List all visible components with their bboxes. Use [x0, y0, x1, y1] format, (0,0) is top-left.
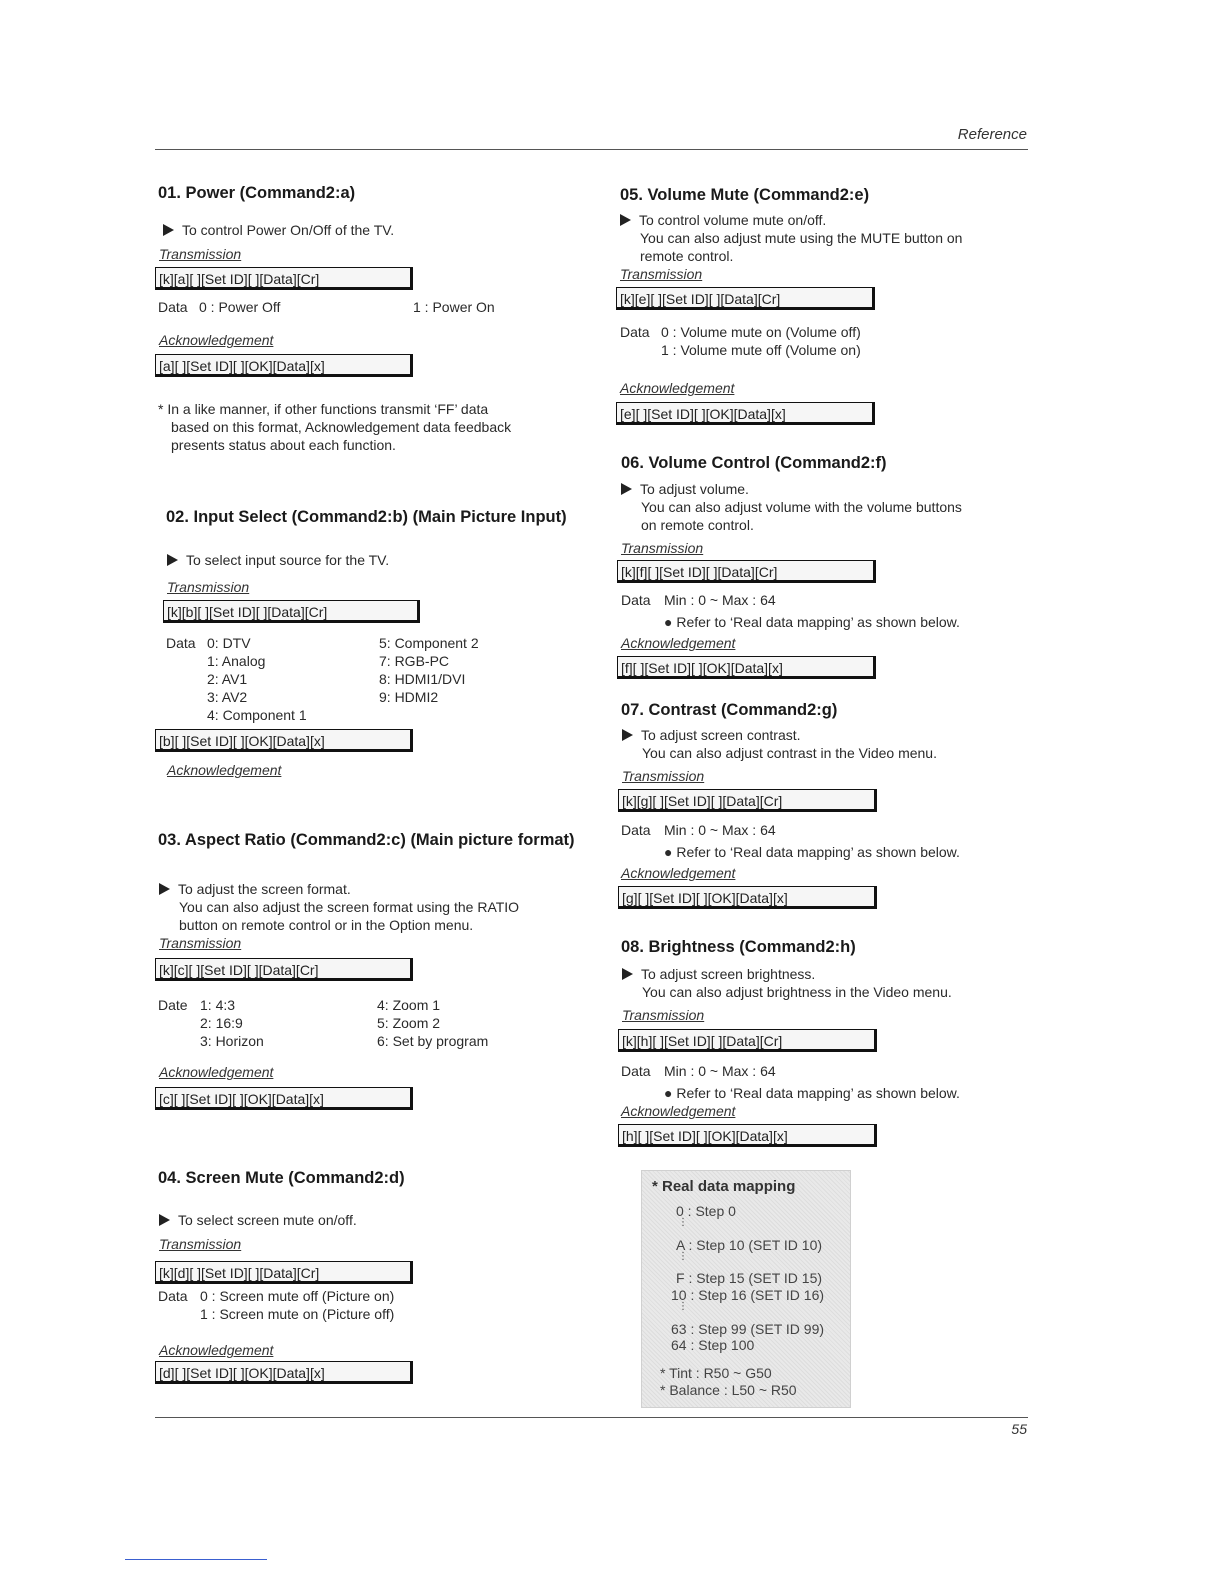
section-01-transmission-box: [k][a][ ][Set ID][ ][Data][Cr]: [155, 267, 413, 290]
section-06-desc-2: You can also adjust volume with the volume buttons: [641, 499, 962, 515]
section-07-transmission-box: [k][g][ ][Set ID][ ][Data][Cr]: [618, 789, 877, 812]
section-07-desc-1: To adjust screen contrast.: [622, 726, 801, 744]
section-05-ack-label: Acknowledgement: [620, 380, 735, 396]
section-04-data-1: 1 : Screen mute on (Picture off): [200, 1306, 395, 1322]
section-08-desc-1: To adjust screen brightness.: [622, 965, 815, 983]
section-08-data-range: Min : 0 ~ Max : 64: [664, 1063, 776, 1079]
mapping-line-7: * Tint : R50 ~ G50: [660, 1365, 772, 1381]
arrow-right-icon: [167, 554, 178, 566]
section-04-title: 04. Screen Mute (Command2:d): [158, 1169, 405, 1187]
section-05-title: 05. Volume Mute (Command2:e): [620, 186, 870, 204]
arrow-right-icon: [159, 1214, 170, 1226]
section-03-desc-2: You can also adjust the screen format using the RATIO: [179, 899, 520, 915]
page-header: Reference: [957, 126, 1027, 143]
section-02-data-left-4: 4: Component 1: [207, 707, 307, 723]
section-04-desc: To select screen mute on/off.: [159, 1211, 357, 1229]
section-03-data-right-2: 6: Set by program: [377, 1033, 489, 1049]
section-08-ack-label: Acknowledgement: [621, 1103, 736, 1119]
section-06-transmission-label: Transmission: [621, 540, 704, 556]
section-02-data-left-0: 0: DTV: [207, 635, 251, 651]
section-07-data-label: Data: [621, 822, 651, 838]
section-06-title: 06. Volume Control (Command2:f): [621, 454, 887, 472]
section-05-transmission-box: [k][e][ ][Set ID][ ][Data][Cr]: [616, 287, 875, 310]
arrow-right-icon: [159, 883, 170, 895]
section-06-data-range: Min : 0 ~ Max : 64: [664, 592, 776, 608]
section-03-data-left-0: 1: 4:3: [200, 997, 236, 1013]
section-02-transmission-box: [k][b][ ][Set ID][ ][Data][Cr]: [163, 600, 420, 623]
section-06-data-label: Data: [621, 592, 651, 608]
section-08-transmission-box: [k][h][ ][Set ID][ ][Data][Cr]: [618, 1029, 877, 1052]
section-02-data-right-2: 8: HDMI1/DVI: [379, 671, 466, 687]
section-03-desc-3: button on remote control or in the Option menu.: [179, 917, 474, 933]
mapping-line-3: F : Step 15 (SET ID 15): [676, 1270, 823, 1286]
section-08-transmission-label: Transmission: [622, 1007, 705, 1023]
section-02-transmission-label: Transmission: [167, 579, 250, 595]
section-08-data-label: Data: [621, 1063, 651, 1079]
arrow-right-icon: [622, 729, 633, 741]
section-02-data-right-0: 5: Component 2: [379, 635, 479, 651]
section-04-data-label: Data: [158, 1288, 188, 1304]
mapping-line-5: 63 : Step 99 (SET ID 99): [671, 1321, 825, 1337]
section-05-desc-1: To control volume mute on/off.: [620, 211, 826, 229]
section-02-ack-label: Acknowledgement: [167, 762, 282, 778]
arrow-right-icon: [620, 214, 631, 226]
section-07-title: 07. Contrast (Command2:g): [621, 701, 838, 719]
section-02-data-left-2: 2: AV1: [207, 671, 248, 687]
section-03-data-left-2: 3: Horizon: [200, 1033, 264, 1049]
section-08-title: 08. Brightness (Command2:h): [621, 938, 856, 956]
section-02-data-left-3: 3: AV2: [207, 689, 248, 705]
section-04-ack-label: Acknowledgement: [159, 1342, 274, 1358]
section-05-transmission-label: Transmission: [620, 266, 703, 282]
section-03-desc-1: To adjust the screen format.: [159, 880, 351, 898]
section-03-data-right-1: 5: Zoom 2: [377, 1015, 441, 1031]
section-07-data-range: Min : 0 ~ Max : 64: [664, 822, 776, 838]
mapping-ellipsis-2: ⋮: [678, 1251, 688, 1262]
bottom-link-line: [125, 1559, 267, 1560]
section-04-transmission-label: Transmission: [159, 1236, 242, 1252]
section-05-data-label: Data: [620, 324, 650, 340]
section-02-ack-box: [b][ ][Set ID][ ][OK][Data][x]: [155, 729, 413, 752]
section-03-transmission-box: [k][c][ ][Set ID][ ][Data][Cr]: [155, 958, 413, 981]
mapping-line-4: 10 : Step 16 (SET ID 16): [671, 1287, 825, 1303]
section-06-desc-3: on remote control.: [641, 517, 754, 533]
mapping-line-8: * Balance : L50 ~ R50: [660, 1382, 797, 1398]
section-02-data-label: Data: [166, 635, 196, 651]
arrow-right-icon: [622, 968, 633, 980]
section-07-transmission-label: Transmission: [622, 768, 705, 784]
section-07-ack-box: [g][ ][Set ID][ ][OK][Data][x]: [618, 886, 877, 909]
section-03-ack-box: [c][ ][Set ID][ ][OK][Data][x]: [155, 1087, 413, 1110]
section-08-desc-2: You can also adjust brightness in the Video menu.: [642, 984, 952, 1000]
section-01-ack-label: Acknowledgement: [159, 332, 274, 348]
section-01-data-0: 0 : Power Off: [199, 299, 281, 315]
section-06-desc-1: To adjust volume.: [621, 480, 749, 498]
mapping-line-2: A : Step 10 (SET ID 10): [676, 1237, 823, 1253]
header-rule: [155, 149, 1028, 150]
section-02-data-right-3: 9: HDMI2: [379, 689, 439, 705]
section-08-refer: ● Refer to ‘Real data mapping’ as shown below.: [664, 1085, 960, 1101]
section-01-note-1: * In a like manner, if other functions transmit ‘FF’ data: [158, 401, 489, 417]
mapping-line-6: 64 : Step 100: [671, 1337, 755, 1353]
section-02-title: 02. Input Select (Command2:b) (Main Picture Input): [166, 508, 567, 526]
section-02-data-right-1: 7: RGB-PC: [379, 653, 450, 669]
section-03-title: 03. Aspect Ratio (Command2:c) (Main picture format): [158, 831, 575, 849]
section-03-ack-label: Acknowledgement: [159, 1064, 274, 1080]
section-01-note-2: based on this format, Acknowledgement data feedback: [171, 419, 512, 435]
section-05-data-0: 0 : Volume mute on (Volume off): [661, 324, 861, 340]
section-06-ack-box: [f][ ][Set ID][ ][OK][Data][x]: [617, 656, 876, 679]
section-05-data-1: 1 : Volume mute off (Volume on): [661, 342, 861, 358]
section-01-title: 01. Power (Command2:a): [158, 184, 356, 202]
section-07-ack-label: Acknowledgement: [621, 865, 736, 881]
section-04-transmission-box: [k][d][ ][Set ID][ ][Data][Cr]: [155, 1261, 413, 1284]
section-04-data-0: 0 : Screen mute off (Picture on): [200, 1288, 395, 1304]
page-number: 55: [1011, 1421, 1027, 1437]
section-01-data-1: 1 : Power On: [413, 299, 495, 315]
section-03-data-right-0: 4: Zoom 1: [377, 997, 441, 1013]
section-02-desc: To select input source for the TV.: [167, 551, 389, 569]
section-03-data-left-1: 2: 16:9: [200, 1015, 243, 1031]
section-05-desc-2: You can also adjust mute using the MUTE button on: [640, 230, 963, 246]
footer-rule: [155, 1417, 1028, 1418]
arrow-right-icon: [163, 224, 174, 236]
section-05-desc-3: remote control.: [640, 248, 734, 264]
mapping-ellipsis-1: ⋮: [678, 1217, 688, 1228]
section-02-data-left-1: 1: Analog: [207, 653, 266, 669]
section-06-ack-label: Acknowledgement: [621, 635, 736, 651]
real-data-mapping-panel: [641, 1170, 851, 1408]
mapping-line-1: 0 : Step 0: [676, 1203, 736, 1219]
section-05-ack-box: [e][ ][Set ID][ ][OK][Data][x]: [616, 402, 875, 425]
section-03-data-label: Date: [158, 997, 188, 1013]
section-04-ack-box: [d][ ][Set ID][ ][OK][Data][x]: [155, 1361, 413, 1384]
section-06-transmission-box: [k][f][ ][Set ID][ ][Data][Cr]: [617, 560, 876, 583]
section-01-ack-box: [a][ ][Set ID][ ][OK][Data][x]: [155, 354, 413, 377]
section-01-data-label: Data: [158, 299, 188, 315]
mapping-ellipsis-3: ⋮: [678, 1301, 688, 1312]
section-01-transmission-label: Transmission: [159, 246, 242, 262]
section-07-desc-2: You can also adjust contrast in the Video menu.: [642, 745, 937, 761]
section-03-transmission-label: Transmission: [159, 935, 242, 951]
arrow-right-icon: [621, 483, 632, 495]
section-07-refer: ● Refer to ‘Real data mapping’ as shown below.: [664, 844, 960, 860]
mapping-title: * Real data mapping: [652, 1178, 796, 1195]
section-08-ack-box: [h][ ][Set ID][ ][OK][Data][x]: [618, 1124, 877, 1147]
section-01-note-3: presents status about each function.: [171, 437, 396, 453]
section-01-desc: To control Power On/Off of the TV.: [163, 221, 394, 239]
section-06-refer: ● Refer to ‘Real data mapping’ as shown below.: [664, 614, 960, 630]
